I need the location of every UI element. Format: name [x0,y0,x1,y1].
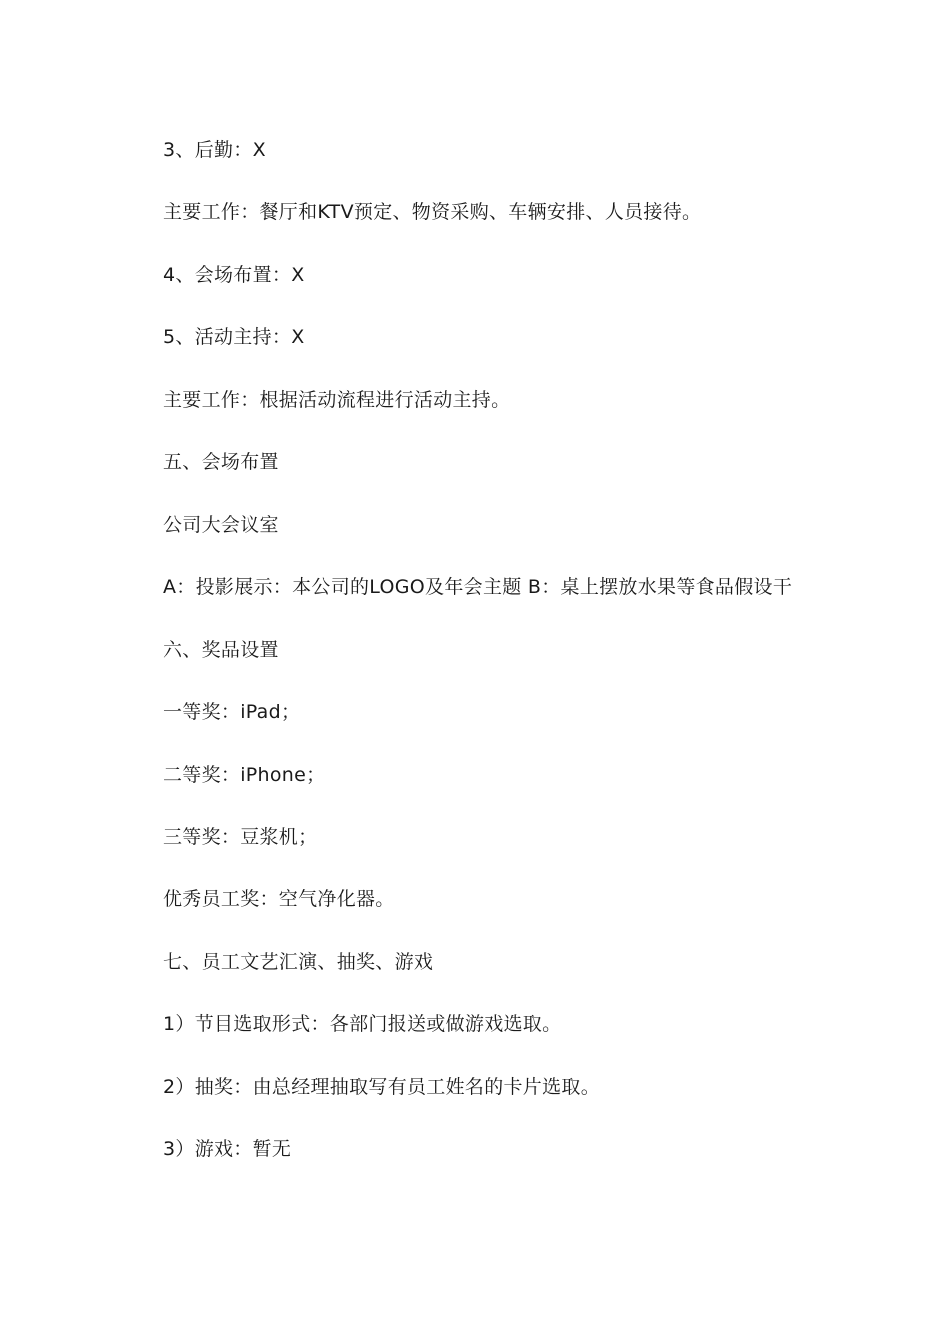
program-selection: 1）节目选取形式：各部门报送或做游戏选取。 [163,1013,562,1035]
venue-details: A：投影展示：本公司的LOGO及年会主题 B：桌上摆放水果等食品假设干 [163,576,793,598]
venue-setup-heading: 4、会场布置：X [163,264,305,286]
venue-location: 公司大会议室 [163,514,279,536]
section-seven-heading: 七、员工文艺汇演、抽奖、游戏 [163,951,434,973]
lottery-description: 2）抽奖：由总经理抽取写有员工姓名的卡片选取。 [163,1076,600,1098]
first-prize: 一等奖：iPad； [163,701,301,723]
third-prize: 三等奖：豆浆机； [163,826,318,848]
host-duties: 主要工作：根据活动流程进行活动主持。 [163,389,511,411]
section-six-heading: 六、奖品设置 [163,639,279,661]
second-prize: 二等奖：iPhone； [163,764,326,786]
games-description: 3）游戏：暂无 [163,1138,292,1160]
logistics-duties: 主要工作：餐厅和KTV预定、物资采购、车辆安排、人员接待。 [163,201,702,223]
logistics-heading: 3、后勤：X [163,139,266,161]
outstanding-employee-prize: 优秀员工奖：空气净化器。 [163,888,395,910]
host-heading: 5、活动主持：X [163,326,305,348]
section-five-heading: 五、会场布置 [163,451,279,473]
